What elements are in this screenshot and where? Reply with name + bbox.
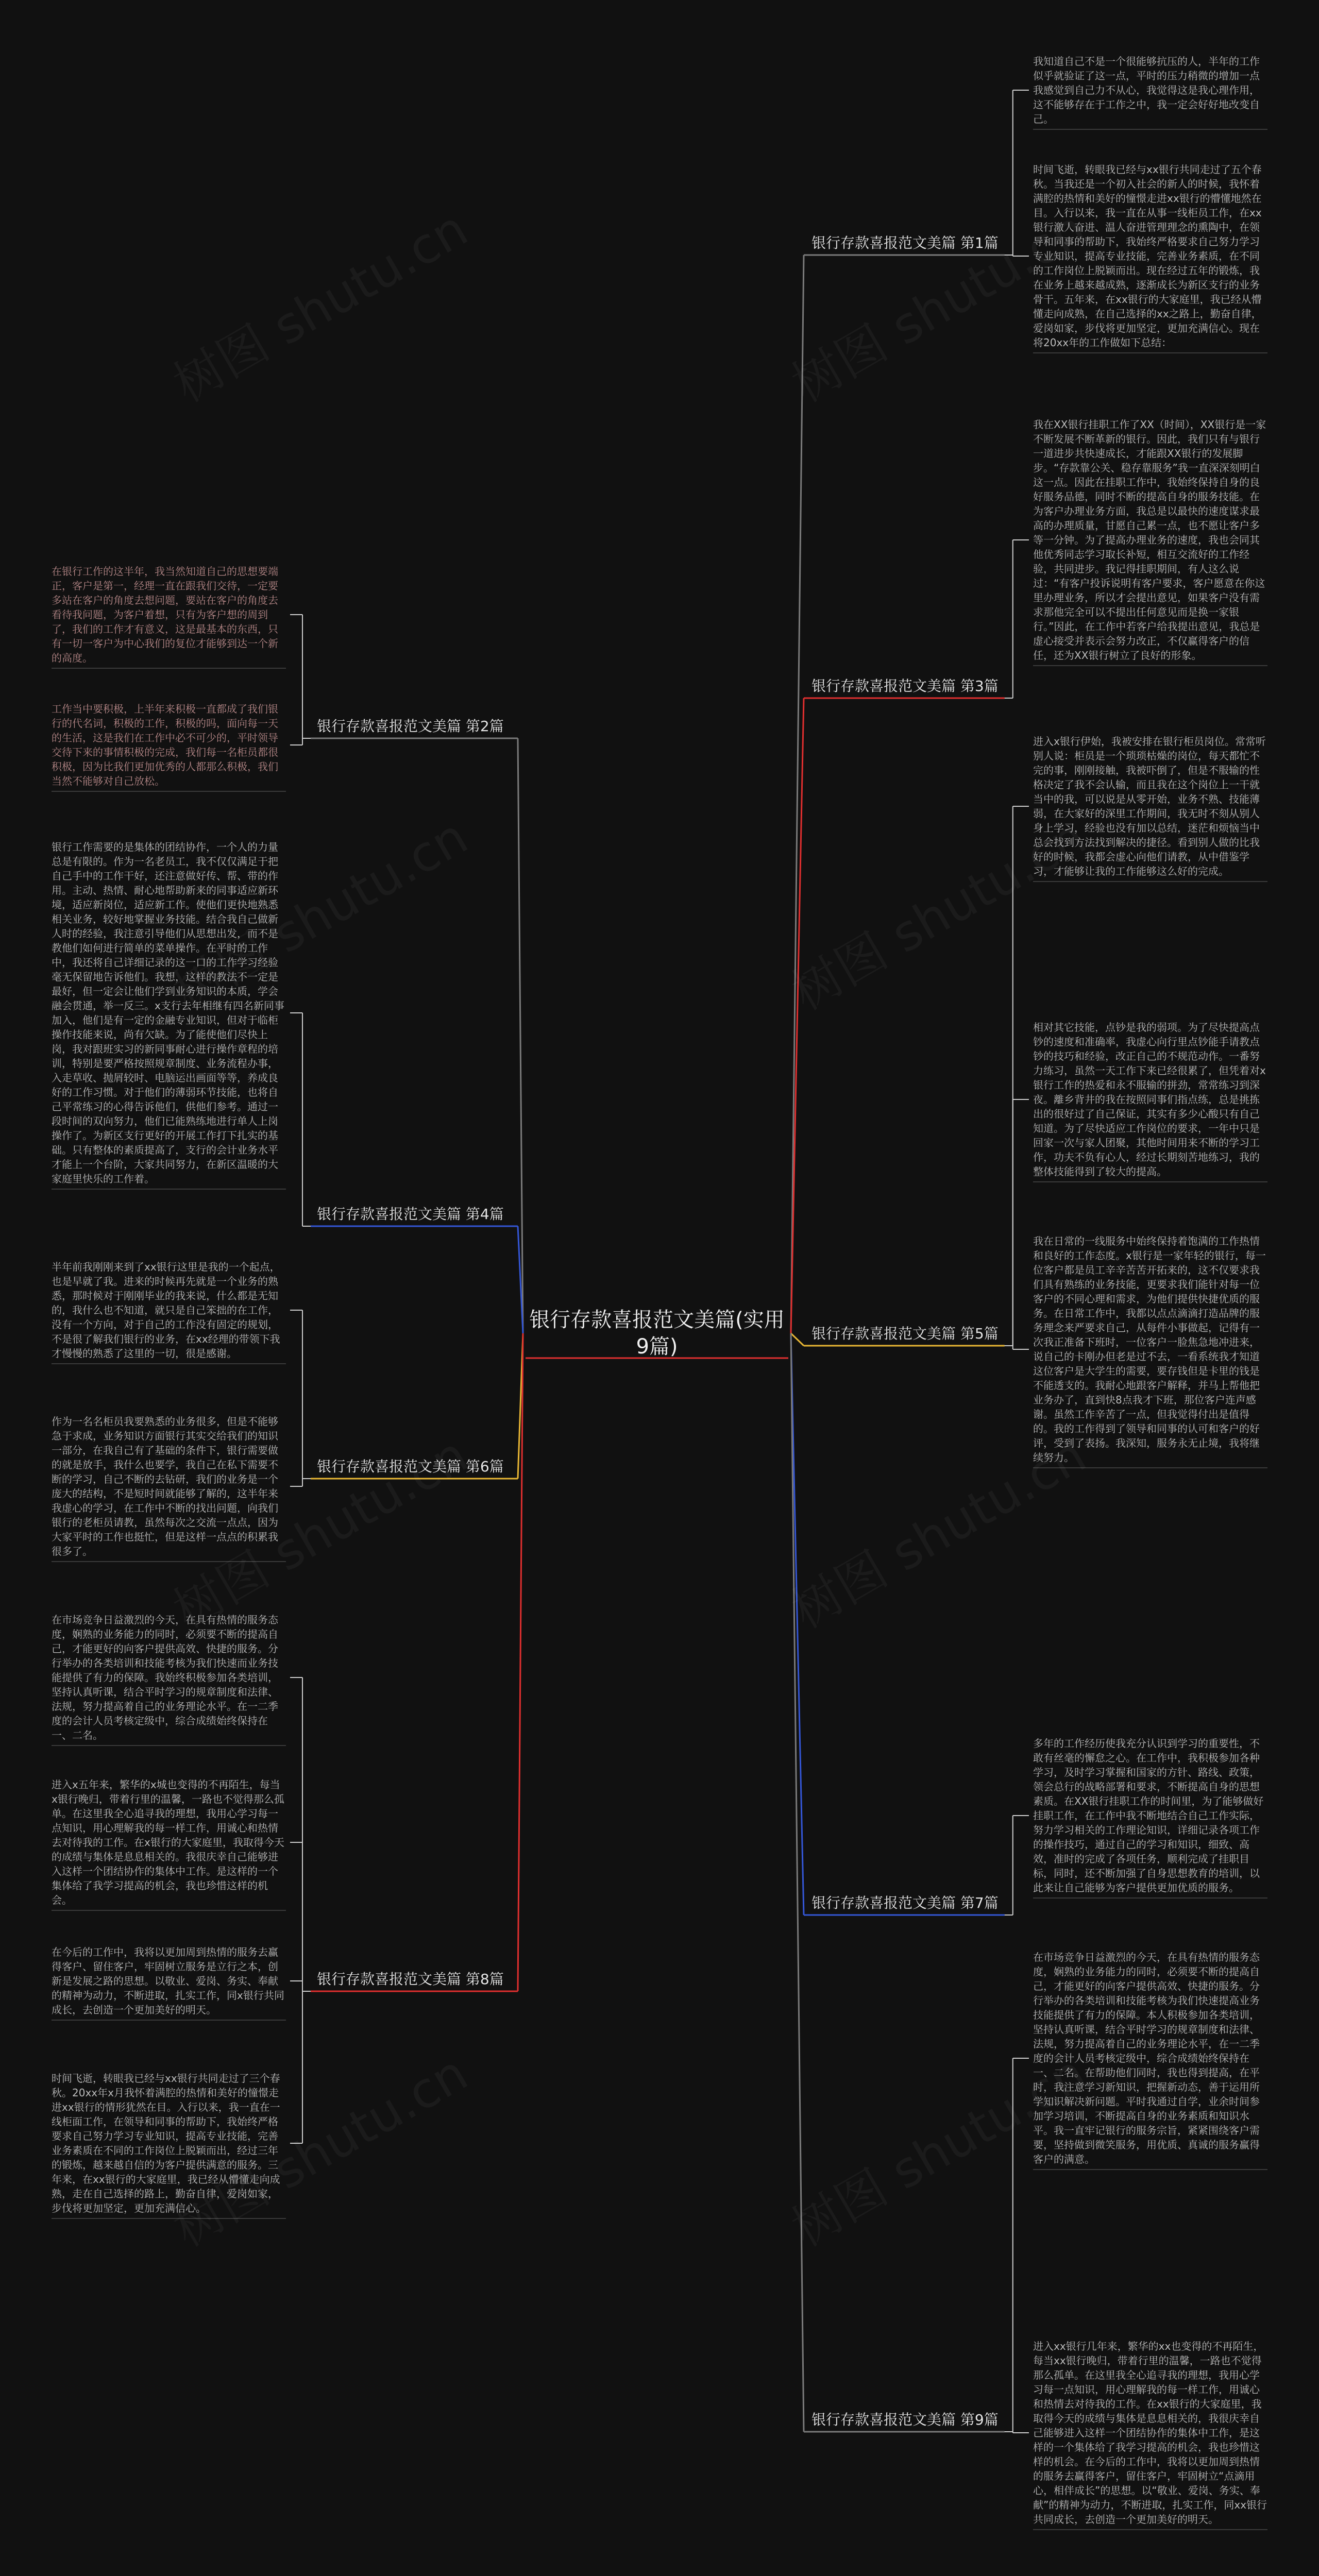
- leaf-text: 在银行工作的这半年，我当然知道自己的思想要端正，客户是第一，经理一直在跟我们交待，一定要多站在客户的角度去想问题，要站在客户的角度去看待我问题，为客户着想，只有为客户想的周到了，我们的工作才有意义，这是最基本的东西，只有一切一客户为中心我们的复位才能够到达一个新的高度。: [52, 565, 278, 664]
- connector-line: [791, 1333, 804, 2432]
- branch-topic-9[interactable]: 银行存款喜报范文美篇 第9篇: [811, 2411, 999, 2428]
- leaf-text: 进入x五年来，繁华的x城也变得的不再陌生，每当x银行晚归，带着行里的温馨，一路也不觉得那么孤单。在这里我全心追寻我的理想，我用心学习每一点知识，用心理解我的每一样工作，用诚心和热情去对待我的工作。在x银行的大家庭里，我取得今天的成绩与集体是息息相关的。我很庆幸自己能够进入这样一个团结协作的集体中工作。是这样的一个集体给了我学习提高的机会，我也珍惜这样的机会。: [52, 1778, 284, 1906]
- leaf-text: 进入x银行伊始，我被安排在银行柜员岗位。常常听别人说：柜员是一个琐琐枯燥的岗位，每天都忙不完的事，刚刚接触，我被吓倒了，但是不服输的性格决定了我不会认输，而且我在这个岗位上一干就当中的我，可以说是从零开始，业务不熟、技能薄弱，在大家好的深里工作期间，我无时不刻从别人身上学习，经验也没有加以总结，迷茫和烦恼当中总会找到方法找到解决的捷径。看到别人做的比我好的时候，我都会虚心向他们请教，从中借鉴学习，才能够让我的工作能够这么好的完成。: [1033, 735, 1266, 877]
- leaf-text: 进入xx银行几年来，繁华的xx也变得的不再陌生，每当xx银行晚归，带着行里的温馨，一路也不觉得那么孤单。在这里我全心追寻我的理想，我用心学习每一点知识，用心理解我的每一样工作，用诚心和热情去对待我的工作。在xx银行的大家庭里，我取得今天的成绩与集体是息息相关的，我很庆幸自己能够进入这样一个团结协作的集体中工作，是这样的一个集体给了我学习提高的机会，我也珍惜这样的机会。在今后的工作中，我将以更加周到热情的服务去赢得客户，留住客户，牢固树立“点滴用心，相伴成长”的思想。以“敬业、爱岗、务实、奉献”的精神为动力，不断进取，扎实工作，同xx银行共同成长，去创造一个更加美好的明天。: [1033, 2340, 1267, 2526]
- branch-topic-6[interactable]: 银行存款喜报范文美篇 第6篇: [317, 1458, 504, 1475]
- branch-topic-4[interactable]: 银行存款喜报范文美篇 第4篇: [317, 1206, 504, 1223]
- branch-topic-5[interactable]: 银行存款喜报范文美篇 第5篇: [811, 1325, 999, 1342]
- connector-line: [791, 1333, 804, 1346]
- leaf-text: 时间飞逝，转眼我已经与xx银行共同走过了三个春秋。20xx年x月我怀着满腔的热情和美好的憧憬走进xx银行的情形犹然在目。入行以来，我一直在一线柜面工作，在领导和同事的帮助下，我始终严格要求自己努力学习专业知识，提高专业技能，完善业务素质在不同的工作岗位上脱颖而出，经过三年的锻炼，越来越自信的为客户提供满意的服务。三年来，在xx银行的大家庭里，我已经从懵懂走向成熟，走在自己选择的路上，勤奋自律，爱岗如家，步伐将更加坚定，更加充满信心。: [52, 2072, 280, 2214]
- leaf-text: 我在XX银行挂职工作了XX（时间），XX银行是一家不断发展不断革新的银行。因此，我们只有与银行一道进步共快速成长，才能跟XX银行的发展脚步。“存款靠公关、稳存靠服务”我一直深深刻明白这一点。因此在挂职工作中，我始终保持自身的良好服务品德，同时不断的提高自身的服务技能。在为客户办理业务方面，我总是以最快的速度谋求最高的办理质量，甘愿自己累一点，也不愿让客户多等一分钟。为了提高办理业务的速度，我也会同其他优秀同志学习取长补短，相互交流好的工作经验，共同进步。我记得挂职期间，有人这么说过：“有客户投诉说明有客户要求，客户愿意在你这里办理业务，所以才会提出意见，如果客户没有需求那他完全可以不提出任何意见而是换一家银行。”因此，在工作中若客户给我提出意见，我总是虚心接受并表示会努力改正，不仅赢得客户的信任，还为XX银行树立了良好的形象。: [1033, 418, 1266, 662]
- leaf-text: 在市场竞争日益激烈的今天，在具有热情的服务态度，娴熟的业务能力的同时，必须要不断的提高自己，才能更好的向客户提供高效、快捷的服务。分行举办的各类培训和技能考核为我们快速提高业务技能提供了有力的保障。本人积极参加各类培训，坚持认真听课，结合平时学习的规章制度和法律、法规，努力提高着自己的业务理论水平，在一二季度的会计人员考核定级中，综合成绩始终保持在一、二名。在帮助他们同时，我也得到提高，在平时，我注意学习新知识，把握新动态，善于运用所学知识解决新问题。平时我通过自学，业余时间参加学习培训，不断提高自身的业务素质和知识水平。我一直牢记银行的服务宗旨，紧紧围绕客户需要，坚持做到微笑服务，用优质、真诚的服务赢得客户的满意。: [1033, 1951, 1260, 2165]
- leaf-text: 半年前我刚刚来到了xx银行这里是我的一个起点，也是早就了我。进来的时候再先就是一个业务的熟悉，那时候对于刚刚毕业的我来说，什么都是无知的，我什么也不知道，就只是自己笨拙的在工作，没有一个方向，对于自己的工作没有固定的规划，不是很了解我们银行的业务，在xx经理的带领下我才慢慢的熟悉了这里的一切，很是感谢。: [52, 1261, 280, 1360]
- leaf-text: 银行工作需要的是集体的团结协作，一个人的力量总是有限的。作为一名老员工，我不仅仅满足于把自己手中的工作干好，还注意做好传、帮、带的作用。主动、热情、耐心地帮助新来的同事适应新环境，适应新岗位，适应新工作。使他们更快地熟悉相关业务，较好地掌握业务技能。结合我自己做新人时的经验，我注意引导他们从思想出发，而不是教他们如何进行简单的菜单操作。在平时的工作中，我还将自己详细记录的这一口的工作学习经验毫无保留地告诉他们。我想，这样的教法不一定是最好，但一定会让他们学到业务知识的本质，学会融会贯通，举一反三。x支行去年相继有四名新同事加入，他们是有一定的金融专业知识，但对于临柜操作技能来说，尚有欠缺。为了能使他们尽快上岗，我对跟班实习的新同事耐心进行操作章程的培训，特别是要严格按照规章制度、业务流程办事，入走草收、抛屑较时、电脑运出画面等等，养成良好的工作习惯。对于他们的薄弱环节技能，也将自己平常练习的心得告诉他们，供他们参考。通过一段时间的双向努力，他们已能熟练地进行单人上岗操作了。为新区支行更好的开展工作打下扎实的基础。只有整体的素质提高了，支行的会计业务水平才能上一个台阶，大家共同努力，在新区温暖的大家庭里快乐的工作着。: [52, 841, 284, 1185]
- leaf-text: 时间飞逝，转眼我已经与xx银行共同走过了五个春秋。当我还是一个初入社会的新人的时候，我怀着满腔的热情和美好的憧憬走进xx银行的懵懂地然在目。入行以来，我一直在从事一线柜员工作，在xx银行激人奋进、温人奋进管理理念的熏陶中，在领导和同事的帮助下，我始终严格要求自己努力学习专业知识，提高专业技能，完善业务素质，在不同的工作岗位上脱颖而出。现在经过五年的锻炼，我在业务上越来越成熟，逐渐成长为新区支行的业务骨干。五年来，在xx银行的大家庭里，我已经从懵懂走向成熟，在自己选择的xx之路上，勤奋自律，爱岗如家，步伐将更加坚定，更加充满信心。现在将20xx年的工作做如下总结：: [1033, 163, 1262, 349]
- leaf-text: 多年的工作经历使我充分认识到学习的重要性，不敢有丝毫的懈怠之心。在工作中，我积极参加各种学习，及时学习掌握和国家的方针、路线、政策，领会总行的战略部署和要求，不断提高自身的思想素质。在XX银行挂职工作的时间里，为了能够做好挂职工作，在工作中我不断地结合自己工作实际，努力学习相关的工作理论知识，详细记录各项工作的操作技巧，通过自己的学习和知识，细致、高效，准时的完成了各项任务，顺利完成了挂职目标，同时，还不断加强了自身思想教育的培训，以此来让自己能够为客户提供更加优质的服务。: [1033, 1737, 1264, 1894]
- branch-topic-7[interactable]: 银行存款喜报范文美篇 第7篇: [811, 1894, 999, 1911]
- leaf-text: 相对其它技能，点钞是我的弱项。为了尽快提高点钞的速度和准确率，我虚心向行里点钞能手请教点钞的技巧和经验，改正自己的不规范动作。一番努力练习，虽然一天工作下来已经很累了，但凭着对x银行工作的热爱和永不服输的拼劲，常常练习到深夜。離乡背井的我在按照同事们指点练，总是挑拣出的很好过了自己保证，其实有多少心酸只有自己知道。为了尽快适应工作岗位的要求，一年中只是回家一次与家人团聚，其他时间用来不断的学习工作，功夫不负有心人，经过长期刻苦地练习，我的整体技能得到了较大的提高。: [1033, 1021, 1266, 1178]
- leaf-text: 工作当中要积极，上半年来积极一直都成了我们银行的代名词，积极的工作，积极的吗，面向每一天的生活，这是我们在工作中必不可少的，平时领导交待下来的事情积极的完成，我们每一名柜员都很积极，因为比我们更加优秀的人都那么积极，我们当然不能够对自己放松。: [52, 703, 278, 787]
- central-topic[interactable]: 银行存款喜报范文美篇(实用9篇): [529, 1308, 785, 1359]
- leaf-text: 作为一名名柜员我要熟悉的业务很多，但是不能够急于求成，业务知识方面银行其实交给我们的知识一部分，在我自己有了基础的条件下，银行需要做的就是放手，我什么也要学，我自己在私下需要不断的学习，自己不断的去钻研，我们的业务是一个庞大的结构，不是短时间就能够了解的，这半年来我虚心的学习，在工作中不断的找出问题，向我们银行的老柜员请教，虽然每次之交流一点点，因为大家平时的工作也挺忙，但是这样一点点的积累我很多了。: [52, 1415, 278, 1557]
- leaf-text: 在今后的工作中，我将以更加周到热情的服务去赢得客户、留住客户，牢固树立服务是立行之本，创新是发展之路的思想。以敬业、爱岗、务实、奉献的精神为动力，不断进取，扎实工作，同x银行共同成长，去创造一个更加美好的明天。: [52, 1946, 284, 2016]
- branch-topic-2[interactable]: 银行存款喜报范文美篇 第2篇: [317, 718, 504, 735]
- leaf-text: 在市场竞争日益激烈的今天，在具有热情的服务态度，娴熟的业务能力的同时，必须要不断的提高自己，才能更好的向客户提供高效、快捷的服务。分行举办的各类培训和技能考核为我们快速而业务技能提供了有力的保障。我始终积极参加各类培训，坚持认真听课，结合平时学习的规章制度和法律、法规，努力提高着自己的业务理论水平。在一二季度的会计人员考核定级中，综合成绩始终保持在一、二名。: [52, 1614, 278, 1741]
- leaf-text: 我在日常的一线服务中始终保持着饱满的工作热情和良好的工作态度。x银行是一家年轻的银行，每一位客户都是员工辛辛苦苦开拓来的，这不仅要求我们具有熟练的业务技能，更要求我们能针对每一位客户的不同心理和需求，为他们提供快捷优质的服务。在日常工作中，我都以点点滴滴打造品牌的服务理念来严要求自己，从每件小事做起，记得有一次我正准备下班时，一位客户一脸焦急地冲进来，说自己的卡刚办但老是过不去，一看系统我才知道这位客户是大学生的需要，要存钱但是卡里的钱是不能透支的。我耐心地跟客户解释，并马上帮他把业务办了，直到快8点我才下班，那位客户连声感谢。虽然工作辛苦了一点，但我觉得付出是值得的。我的工作得到了领导和同事的认可和客户的好评，受到了表扬。我深知，服务永无止境，我将继续努力。: [1033, 1235, 1266, 1464]
- branch-topic-1[interactable]: 银行存款喜报范文美篇 第1篇: [811, 234, 999, 251]
- connector-line: [518, 1333, 523, 1991]
- leaf-text: 我知道自己不是一个很能够抗压的人，半年的工作似乎就验证了这一点，平时的压力稍微的增加一点我感觉到自己力不从心，我觉得这是我心理作用，这不能够存在于工作之中，我一定会好好地改变自己。: [1033, 55, 1260, 125]
- branch-topic-3[interactable]: 银行存款喜报范文美篇 第3篇: [811, 677, 999, 694]
- branch-topic-8[interactable]: 银行存款喜报范文美篇 第8篇: [317, 1971, 504, 1988]
